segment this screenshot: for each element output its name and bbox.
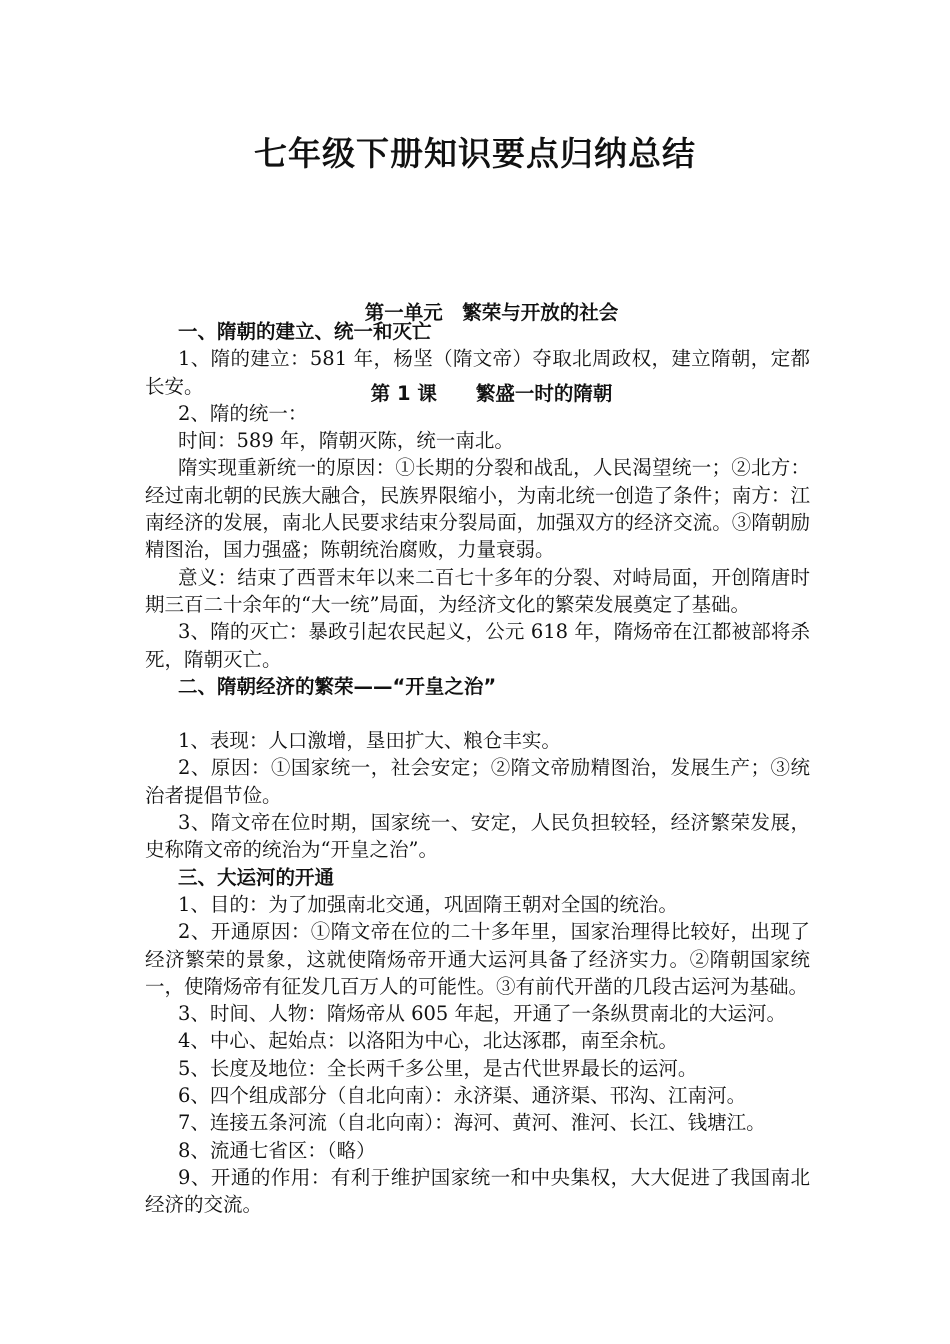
- paragraph: 隋实现重新统一的原因：①长期的分裂和战乱，人民渴望统一；②北方：经过南北朝的民族大融合，民族界限缩小，为南北统一创造了条件；南方：江南经济的发展，南北人民要求结束分裂局面，加强双方的经济交流。③隋朝励精图治，国力强盛；陈朝统治腐败，力量衰弱。: [145, 456, 810, 562]
- paragraph: 意义：结束了西晋末年以来二百七十多年的分裂、对峙局面，开创隋唐时期三百二十余年的“大一统”局面，为经济文化的繁荣发展奠定了基础。: [145, 565, 810, 616]
- paragraph: 3、时间、人物：隋炀帝从 605 年起，开通了一条纵贯南北的大运河。: [178, 1002, 787, 1026]
- lesson-name: 第 1 课 繁盛一时的隋朝: [370, 382, 613, 405]
- section-heading: 二、隋朝经济的繁荣——“开皇之治”: [178, 674, 497, 698]
- paragraph: 5、长度及地位：全长两千多公里，是古代世界最长的运河。: [178, 1056, 698, 1080]
- section-heading: 一、隋朝的建立、统一和灭亡: [178, 320, 432, 343]
- paragraph: 1、隋的建立：581 年，杨坚（隋文帝）夺取北周政权，建立隋朝，定都长安。: [145, 347, 810, 398]
- document-body: [145, 318, 810, 1219]
- paragraph: 2、原因：①国家统一，社会安定；②隋文帝励精图治，发展生产；③统治者提倡节俭。: [145, 756, 810, 807]
- paragraph: 2、隋的统一：: [178, 401, 308, 425]
- paragraph: 6、四个组成部分（自北向南）：永济渠、通济渠、邗沟、江南河。: [178, 1084, 747, 1108]
- section-heading: 三、大运河的开通: [178, 865, 335, 889]
- paragraph: 7、连接五条河流（自北向南）：海河、黄河、淮河、长江、钱塘江。: [178, 1111, 766, 1135]
- paragraph: 8、流通七省区：（略）: [178, 1138, 376, 1162]
- paragraph: 9、开通的作用：有利于维护国家统一和中央集权，大大促进了我国南北经济的交流。: [145, 1165, 810, 1217]
- paragraph: 1、目的：为了加强南北交通，巩固隋王朝对全国的统治。: [178, 892, 678, 916]
- paragraph: 时间：589 年，隋朝灭陈，统一南北。: [178, 429, 514, 453]
- paragraph: 3、隋的灭亡：暴政引起农民起义，公元 618 年，隋炀帝在江都被部将杀死，隋朝灭亡。: [145, 620, 810, 671]
- paragraph: 2、开通原因：①隋文帝在位的二十多年里，国家治理得比较好，出现了经济繁荣的景象，这就使隋炀帝开通大运河具备了经济实力。②隋朝国家统一，使隋炀帝有征发几百万人的可能性。③有前代开凿的几段古运河为基础。: [145, 920, 810, 998]
- paragraph: 1、表现：人口激增，垦田扩大、粮仓丰实。: [178, 729, 561, 753]
- unit-name: 第一单元 繁荣与开放的社会: [364, 301, 619, 324]
- document-title: 七年级下册知识要点归纳总结: [254, 134, 696, 173]
- paragraph: 3、隋文帝在位时期，国家统一、安定，人民负担较轻，经济繁荣发展，史称隋文帝的统治为“开皇之治”。: [145, 811, 810, 862]
- paragraph: 4、中心、起始点：以洛阳为中心，北达涿郡，南至余杭。: [178, 1029, 678, 1053]
